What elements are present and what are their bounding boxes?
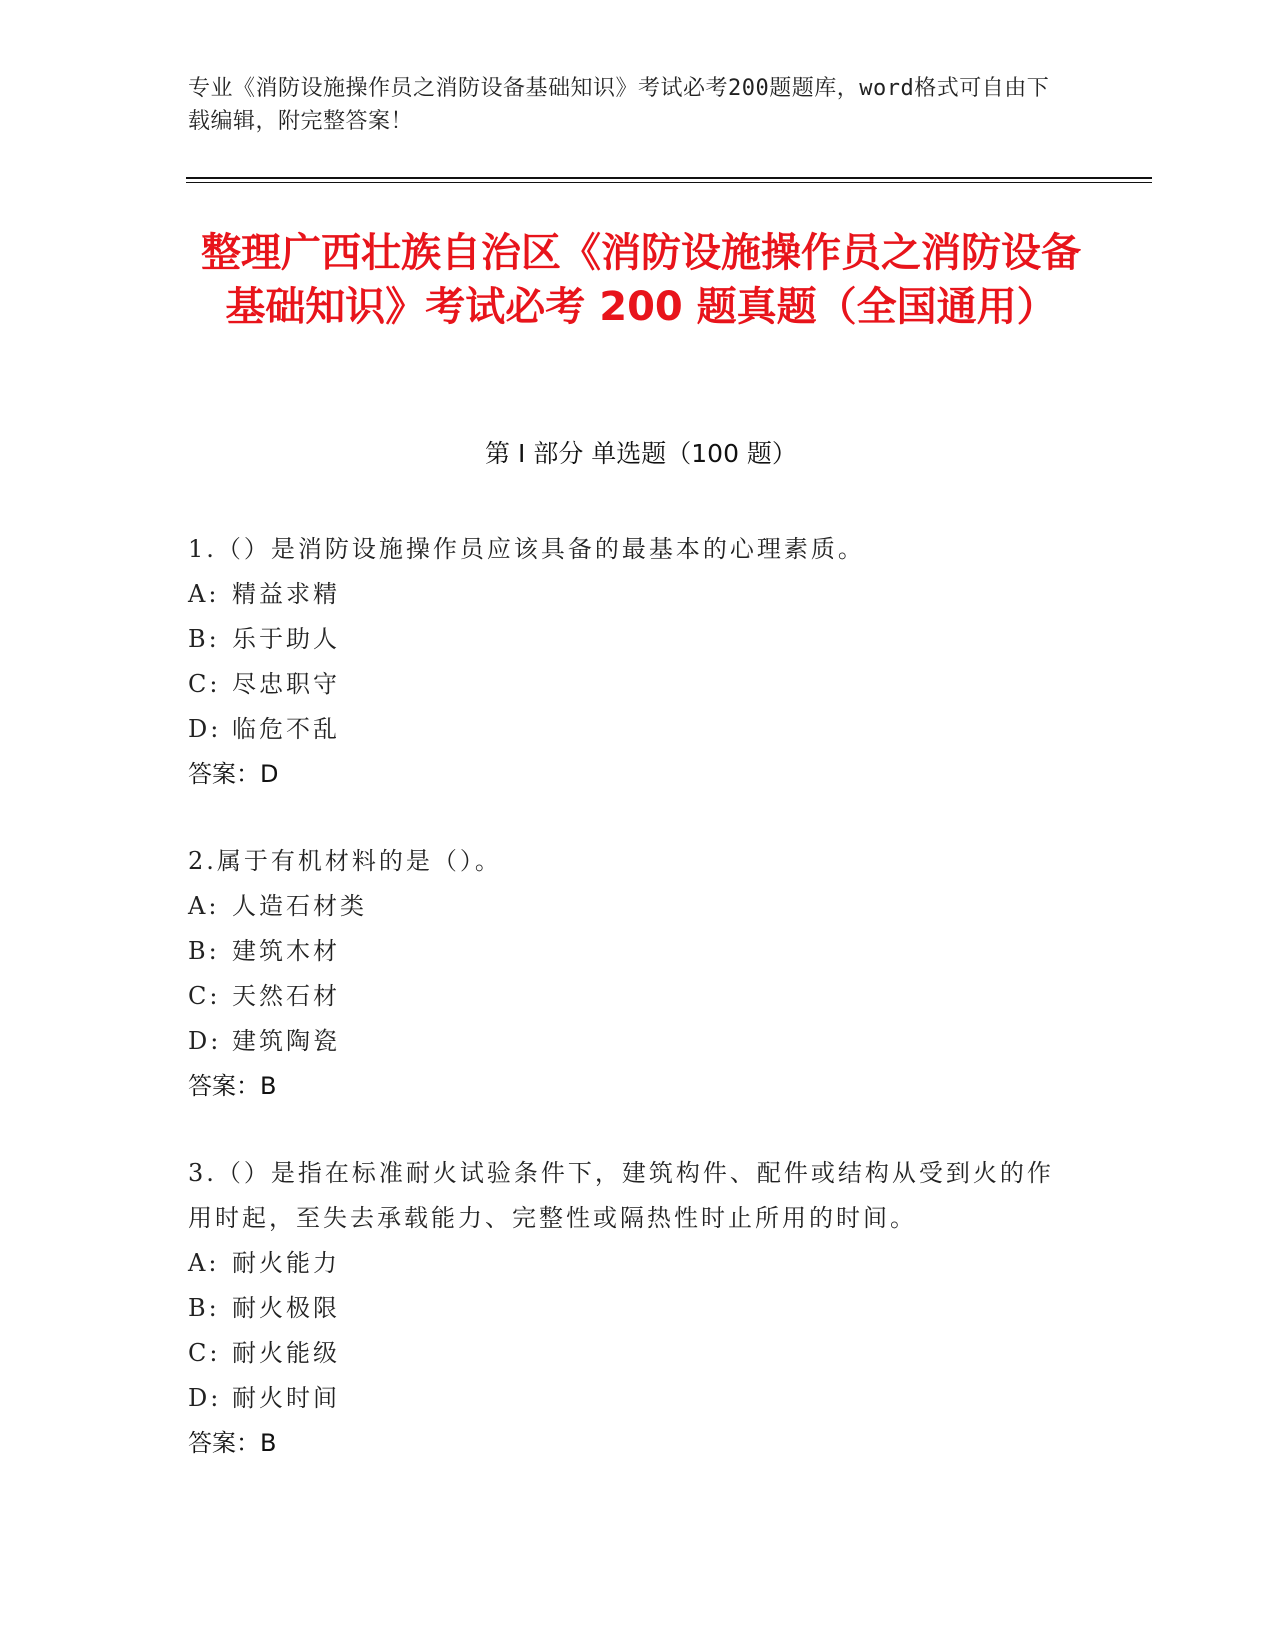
option-text: 耐火能力 (232, 1249, 340, 1277)
option-text: 耐火极限 (232, 1294, 340, 1322)
option-key: D: (188, 1027, 222, 1055)
answer-line: 答案：B (188, 1072, 277, 1100)
answer-line: 答案：D (188, 760, 279, 788)
option-key: A: (188, 580, 220, 608)
option-c (188, 974, 1068, 1019)
option-b (188, 1286, 1068, 1331)
option-c (188, 662, 1068, 707)
option-a (188, 572, 1068, 617)
option-text: 建筑陶瓷 (232, 1027, 340, 1055)
option-text: 耐火时间 (232, 1384, 340, 1412)
document-title: 整理广西壮族自治区《消防设施操作员之消防设备基础知识》考试必考 200 题真题（全国通用） (201, 230, 1081, 330)
option-text: 临危不乱 (232, 715, 340, 743)
question-3 (188, 1151, 1068, 1466)
option-b (188, 617, 1068, 662)
section-title: 第 I 部分 单选题（100 题） (485, 439, 797, 468)
option-a (188, 1241, 1068, 1286)
option-key: A: (188, 892, 220, 920)
option-text: 人造石材类 (232, 892, 367, 920)
question-stem: 3.（）是指在标准耐火试验条件下，建筑构件、配件或结构从受到火的作用时起，至失去承载能力、完整性或隔热性时止所用的时间。 (188, 1159, 1054, 1232)
question-2 (188, 839, 1068, 1109)
header-divider (186, 177, 1152, 179)
option-key: B: (188, 625, 220, 653)
question-stem: 2.属于有机材料的是（）。 (188, 847, 502, 875)
option-text: 建筑木材 (232, 937, 340, 965)
option-d (188, 707, 1068, 752)
option-key: D: (188, 1384, 222, 1412)
option-text: 尽忠职守 (232, 670, 340, 698)
option-c (188, 1331, 1068, 1376)
option-key: D: (188, 715, 222, 743)
option-key: C: (188, 1339, 221, 1367)
question-1 (188, 527, 1068, 797)
question-stem: 1.（）是消防设施操作员应该具备的最基本的心理素质。 (188, 535, 865, 563)
header-divider-thin (186, 182, 1152, 183)
header-note: 专业《消防设施操作员之消防设备基础知识》考试必考200题题库，word格式可自由下载编辑，附完整答案！ (188, 76, 1050, 134)
option-key: C: (188, 670, 221, 698)
option-d (188, 1376, 1068, 1421)
option-key: C: (188, 982, 221, 1010)
option-a (188, 884, 1068, 929)
option-text: 天然石材 (232, 982, 340, 1010)
option-key: A: (188, 1249, 220, 1277)
option-d (188, 1019, 1068, 1064)
option-key: B: (188, 1294, 220, 1322)
answer-line: 答案：B (188, 1429, 277, 1457)
option-text: 精益求精 (232, 580, 340, 608)
option-b (188, 929, 1068, 974)
question-list (188, 527, 1068, 1508)
option-text: 耐火能级 (232, 1339, 340, 1367)
option-text: 乐于助人 (232, 625, 340, 653)
option-key: B: (188, 937, 220, 965)
